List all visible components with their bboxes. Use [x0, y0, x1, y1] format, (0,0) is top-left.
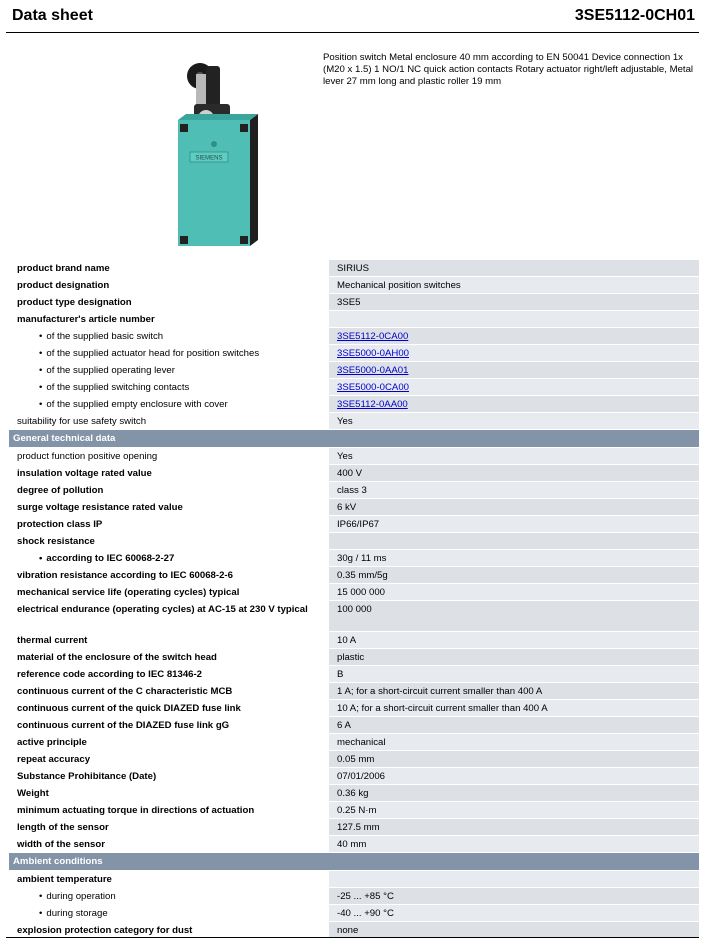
spec-value: 15 000 000 — [329, 584, 699, 601]
spec-value: IP66/IP67 — [329, 516, 699, 533]
column-gap — [317, 717, 329, 734]
column-gap — [317, 550, 329, 567]
spec-row — [9, 700, 699, 717]
spec-value: 40 mm — [329, 836, 699, 853]
column-gap — [317, 751, 329, 768]
spec-row — [9, 871, 699, 888]
spec-row — [9, 413, 699, 430]
spec-row — [9, 717, 699, 734]
brand-logo: SIEMENS — [195, 155, 223, 162]
spec-value: 400 V — [329, 465, 699, 482]
column-gap — [317, 649, 329, 666]
spec-value — [329, 345, 699, 362]
spec-label: • during storage — [9, 905, 317, 922]
column-gap — [317, 905, 329, 922]
spec-value: 3SE5 — [329, 294, 699, 311]
column-gap — [317, 567, 329, 584]
spec-row — [9, 448, 699, 465]
spec-label: product brand name — [9, 260, 317, 277]
spec-row — [9, 465, 699, 482]
spec-label: product designation — [9, 277, 317, 294]
column-gap — [317, 396, 329, 413]
column-gap — [317, 516, 329, 533]
column-gap — [317, 345, 329, 362]
column-gap — [317, 819, 329, 836]
spec-row — [9, 499, 699, 516]
spec-row — [9, 260, 699, 277]
spec-label: manufacturer's article number — [9, 311, 317, 328]
article-number-link[interactable]: 3SE5000-0CA00 — [337, 382, 410, 393]
spec-row — [9, 362, 699, 379]
spec-row — [9, 888, 699, 905]
spec-row — [9, 751, 699, 768]
spec-label: reference code according to IEC 81346-2 — [9, 666, 317, 683]
column-gap — [317, 584, 329, 601]
spec-row — [9, 277, 699, 294]
spec-value: mechanical — [329, 734, 699, 751]
column-gap — [317, 734, 329, 751]
spec-value: SIRIUS — [329, 260, 699, 277]
column-gap — [317, 328, 329, 345]
column-gap — [317, 294, 329, 311]
spec-label: product function positive opening — [9, 448, 317, 465]
spec-label: Substance Prohibitance (Date) — [9, 768, 317, 785]
spec-value: Yes — [329, 413, 699, 430]
spec-label: minimum actuating torque in directions of actuation — [9, 802, 317, 819]
spec-label: degree of pollution — [9, 482, 317, 499]
spec-value: -25 ... +85 °C — [329, 888, 699, 905]
spec-row — [9, 632, 699, 649]
spec-label: vibration resistance according to IEC 60068-2-6 — [9, 567, 317, 584]
spec-row — [9, 379, 699, 396]
spec-value — [329, 362, 699, 379]
column-gap — [317, 499, 329, 516]
product-description: Position switch Metal enclosure 40 mm according to EN 50041 Device connection 1x (M20 x 1.5) 1 NO/1 NC quick action contacts Rotary actuator right/left adjustable, Metal lever 27 mm long and plastic roller 19 mm — [323, 52, 694, 87]
article-number-link[interactable]: 3SE5000-0AH00 — [337, 348, 410, 359]
spec-value: 0.25 N·m — [329, 802, 699, 819]
spec-label: • of the supplied basic switch — [9, 328, 317, 345]
spec-label: suitability for use safety switch — [9, 413, 317, 430]
column-gap — [317, 482, 329, 499]
spec-value: 30g / 11 ms — [329, 550, 699, 567]
column-gap — [317, 260, 329, 277]
spec-row — [9, 819, 699, 836]
column-gap — [317, 785, 329, 802]
spec-label: Weight — [9, 785, 317, 802]
spec-row — [9, 294, 699, 311]
spec-row — [9, 533, 699, 550]
spec-label: thermal current — [9, 632, 317, 649]
spec-value: 6 A — [329, 717, 699, 734]
spec-row — [9, 601, 699, 632]
spec-label: • of the supplied switching contacts — [9, 379, 317, 396]
spec-label: ambient temperature — [9, 871, 317, 888]
column-gap — [317, 888, 329, 905]
specification-table — [9, 260, 699, 939]
spec-value: 10 A — [329, 632, 699, 649]
column-gap — [317, 362, 329, 379]
spec-value: 0.36 kg — [329, 785, 699, 802]
spec-value: Mechanical position switches — [329, 277, 699, 294]
spec-value — [329, 533, 699, 550]
spec-label: explosion protection category for dust — [9, 922, 317, 939]
spec-value: 100 000 — [329, 601, 699, 632]
spec-row — [9, 836, 699, 853]
spec-row — [9, 311, 699, 328]
spec-label: material of the enclosure of the switch head — [9, 649, 317, 666]
spec-row — [9, 683, 699, 700]
spec-value: 127.5 mm — [329, 819, 699, 836]
column-gap — [317, 465, 329, 482]
spec-label: mechanical service life (operating cycles) typical — [9, 584, 317, 601]
spec-label: • of the supplied empty enclosure with cover — [9, 396, 317, 413]
spec-value: 0.35 mm/5g — [329, 567, 699, 584]
spec-label: surge voltage resistance rated value — [9, 499, 317, 516]
footer-divider — [6, 937, 699, 938]
spec-label: insulation voltage rated value — [9, 465, 317, 482]
column-gap — [317, 277, 329, 294]
spec-label: • of the supplied actuator head for position switches — [9, 345, 317, 362]
spec-label: protection class IP — [9, 516, 317, 533]
spec-label: width of the sensor — [9, 836, 317, 853]
spec-row — [9, 785, 699, 802]
spec-row — [9, 905, 699, 922]
spec-row — [9, 768, 699, 785]
spec-value — [329, 311, 699, 328]
spec-value: none — [329, 922, 699, 939]
section-header — [9, 430, 699, 448]
spec-row — [9, 802, 699, 819]
column-gap — [317, 413, 329, 430]
spec-row — [9, 567, 699, 584]
product-image — [150, 52, 270, 252]
spec-row — [9, 328, 699, 345]
spec-value — [329, 379, 699, 396]
spec-label: • during operation — [9, 888, 317, 905]
spec-label: shock resistance — [9, 533, 317, 550]
spec-label: product type designation — [9, 294, 317, 311]
spec-row — [9, 734, 699, 751]
column-gap — [317, 666, 329, 683]
spec-label: • according to IEC 60068-2-27 — [9, 550, 317, 567]
article-number-link[interactable]: 3SE5112-0CA00 — [337, 331, 409, 342]
column-gap — [317, 683, 329, 700]
spec-value: B — [329, 666, 699, 683]
page-header — [6, 0, 699, 33]
article-number-link[interactable]: 3SE5000-0AA01 — [337, 365, 409, 376]
spec-label: electrical endurance (operating cycles) at AC-15 at 230 V typical — [9, 601, 317, 632]
spec-value: 1 A; for a short-circuit current smaller than 400 A — [329, 683, 699, 700]
column-gap — [317, 601, 329, 632]
article-number-link[interactable]: 3SE5112-0AA00 — [337, 399, 408, 410]
spec-label: continuous current of the quick DIAZED fuse link — [9, 700, 317, 717]
spec-row — [9, 649, 699, 666]
spec-label: • of the supplied operating lever — [9, 362, 317, 379]
spec-label: repeat accuracy — [9, 751, 317, 768]
spec-value: 10 A; for a short-circuit current smaller than 400 A — [329, 700, 699, 717]
page-title: Data sheet — [12, 7, 93, 24]
spec-value: Yes — [329, 448, 699, 465]
product-code: 3SE5112-0CH01 — [574, 7, 695, 24]
column-gap — [317, 768, 329, 785]
section-title: Ambient conditions — [9, 853, 699, 871]
spec-value: 6 kV — [329, 499, 699, 516]
column-gap — [317, 836, 329, 853]
spec-value — [329, 871, 699, 888]
column-gap — [317, 311, 329, 328]
column-gap — [317, 871, 329, 888]
spec-value: 07/01/2006 — [329, 768, 699, 785]
spec-row — [9, 550, 699, 567]
spec-value: plastic — [329, 649, 699, 666]
column-gap — [317, 632, 329, 649]
spec-value — [329, 328, 699, 345]
spec-row — [9, 482, 699, 499]
section-title: General technical data — [9, 430, 699, 448]
spec-row — [9, 396, 699, 413]
column-gap — [317, 802, 329, 819]
column-gap — [317, 379, 329, 396]
spec-value: 0.05 mm — [329, 751, 699, 768]
column-gap — [317, 448, 329, 465]
spec-label: continuous current of the C characteristic MCB — [9, 683, 317, 700]
section-header — [9, 853, 699, 871]
spec-label: continuous current of the DIAZED fuse link gG — [9, 717, 317, 734]
spec-value: class 3 — [329, 482, 699, 499]
spec-label: active principle — [9, 734, 317, 751]
column-gap — [317, 533, 329, 550]
spec-value: -40 ... +90 °C — [329, 905, 699, 922]
spec-value — [329, 396, 699, 413]
spec-row — [9, 666, 699, 683]
spec-row — [9, 516, 699, 533]
column-gap — [317, 700, 329, 717]
spec-row — [9, 584, 699, 601]
spec-label: length of the sensor — [9, 819, 317, 836]
spec-row — [9, 345, 699, 362]
